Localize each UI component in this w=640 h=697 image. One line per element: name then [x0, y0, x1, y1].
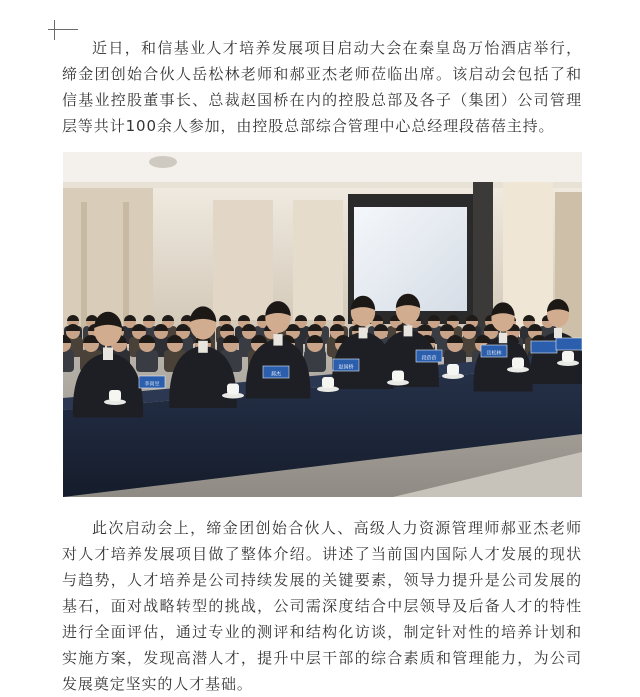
name-card: [531, 341, 557, 353]
front-row-collar: [499, 333, 507, 344]
tea-cup: [392, 371, 404, 382]
corner-vertical-line: [54, 20, 55, 40]
article-paragraph-intro: 近日，和信基业人才培养发展项目启动大会在秦皇岛万怡酒店举行，缔金团创始合伙人岳松林老师和郝亚杰老师莅临出席。该启动会包括了和信基业控股董事长、总裁赵国桥在内的控股总部及各子（集团）公司管理层等共计100余人参加，由控股总部综合管理中心总经理段蓓蓓主持。: [62, 39, 582, 135]
wall-panel: [213, 200, 273, 320]
front-row-collar: [103, 348, 113, 361]
tea-cup: [447, 364, 459, 375]
article-paragraph-body: 此次启动会上，缔金团创始合伙人、高级人力资源管理师郝亚杰老师对人才培养发展项目做了整体介绍。讲述了当前国内国际人才发展的现状与趋势，人才培养是公司持续发展的关键要素，领导力提升是公司发展的基石，面对战略转型的挑战，公司需深度结合中层领导及后备人才的特性进行全面评估，通过专业的测评和结构化访谈，制定针对性的培养计划和实施方案，发现高潜人才，提升中层干部的综合素质和管理能力，为公司发展奠定坚实的人才基础。: [62, 519, 582, 693]
name-card-label: 段蓓蓓: [421, 355, 437, 362]
front-row-collar: [198, 341, 208, 353]
ceiling-projector: [149, 156, 177, 168]
tea-cup: [227, 384, 239, 395]
front-row-collar: [359, 327, 368, 338]
tea-cup: [109, 390, 121, 401]
wall-panel: [293, 200, 343, 320]
tea-cup: [512, 358, 524, 369]
corner-horizontal-line: [48, 29, 78, 30]
name-card-label: 岳松林: [486, 350, 502, 357]
name-card: [556, 338, 582, 350]
front-row-collar: [554, 328, 562, 338]
name-card-label: 赵国桥: [338, 364, 354, 371]
tea-cup: [322, 377, 334, 388]
name-card-label: 郝杰: [270, 371, 282, 378]
tea-cup: [562, 351, 574, 362]
audience-body: [63, 350, 74, 372]
front-row-collar: [273, 334, 282, 346]
audience-body: [136, 350, 158, 372]
conference-photo-illustration: [63, 152, 582, 497]
front-row-collar: [404, 325, 413, 336]
name-card-label: 李尚昱: [144, 381, 160, 388]
conference-photo: [63, 152, 582, 497]
